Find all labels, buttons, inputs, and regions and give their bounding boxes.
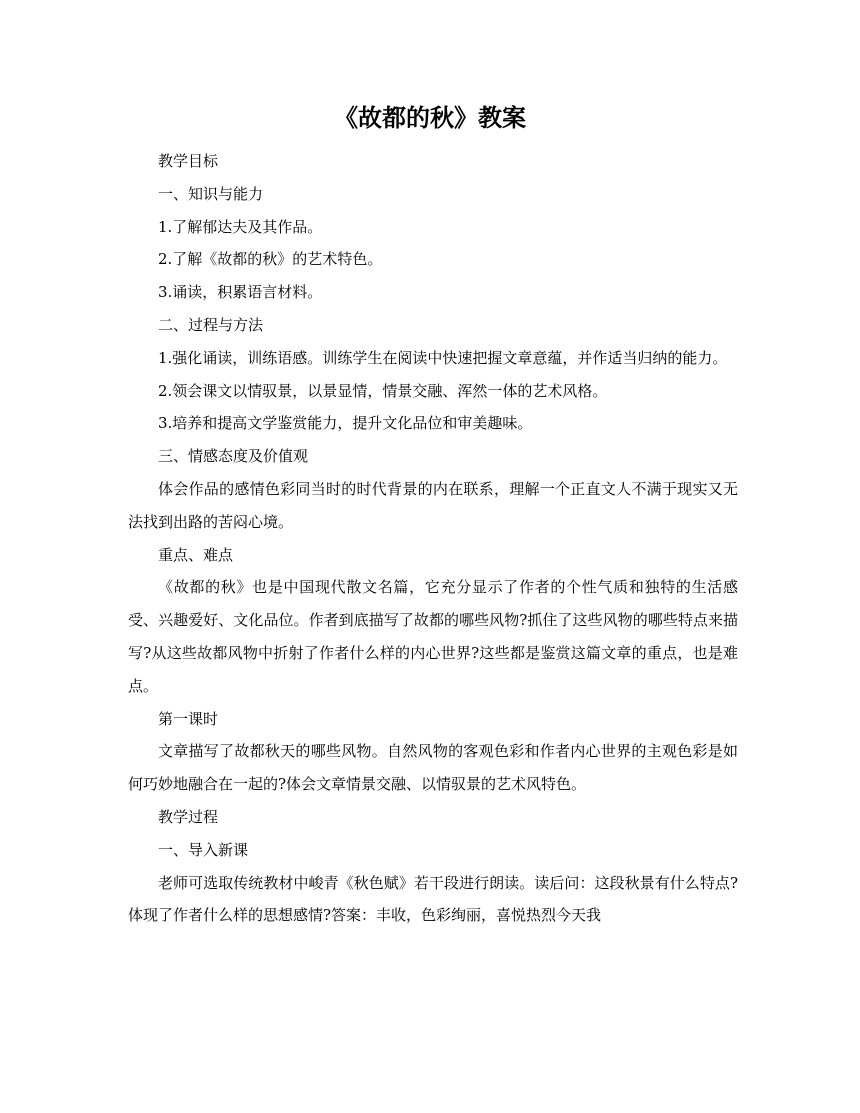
paragraph-knowledge-ability: 一、知识与能力 bbox=[158, 184, 264, 203]
paragraph-attitude-text: 体会作品的感情色彩同当时的时代背景的内在联系，理解一个正直文人不满于现实又无法找到出路的苦闷心境。 bbox=[128, 479, 738, 531]
document-body bbox=[128, 145, 738, 932]
paragraph-first-lesson-text: 文章描写了故都秋天的哪些风物。自然风物的客观色彩和作者内心世界的主观色彩是如何巧妙地融合在一起的?体会文章情景交融、以情驭景的艺术风特色。 bbox=[128, 742, 738, 794]
paragraph-method-1: 1.强化诵读，训练语感。训练学生在阅读中快速把握文章意蕴，并作适当归纳的能力。 bbox=[158, 348, 728, 367]
paragraph-key-points: 重点、难点 bbox=[158, 545, 234, 564]
document-title: 《故都的秋》教案 bbox=[334, 103, 526, 132]
paragraph-method-2: 2.领会课文以情驭景，以景显情，情景交融、浑然一体的艺术风格。 bbox=[158, 381, 608, 400]
paragraph-process-method: 二、过程与方法 bbox=[158, 315, 264, 334]
paragraph-attitude-values: 三、情感态度及价值观 bbox=[158, 447, 309, 466]
paragraph-intro-text: 老师可选取传统教材中峻青《秋色赋》若干段进行朗读。读后问：这段秋景有什么特点?体现了作者什么样的思想感情?答案：丰收，色彩绚丽，喜悦热烈今天我 bbox=[128, 873, 738, 925]
paragraph-goal-1: 1.了解郁达夫及其作品。 bbox=[158, 217, 323, 236]
paragraph-goal-2: 2.了解《故都的秋》的艺术特色。 bbox=[158, 250, 383, 269]
paragraph-method-3: 3.培养和提高文学鉴赏能力，提升文化品位和审美趣味。 bbox=[158, 414, 533, 433]
paragraph-goal-3: 3.诵读，积累语言材料。 bbox=[158, 283, 323, 302]
paragraph-teaching-goals: 教学目标 bbox=[158, 152, 219, 170]
paragraph-first-lesson: 第一课时 bbox=[158, 709, 219, 728]
paragraph-teaching-process: 教学过程 bbox=[158, 807, 219, 826]
paragraph-key-points-text: 《故都的秋》也是中国现代散文名篇，它充分显示了作者的个性气质和独特的生活感受、兴趣爱好、文化品位。作者到底描写了故都的哪些风物?抓住了这些风物的哪些特点来描写?从这些故都风物中折射了作者什么样的内心世界?这些都是鉴赏这篇文章的重点，也是难点。 bbox=[128, 578, 738, 695]
paragraph-intro-lesson: 一、导入新课 bbox=[158, 840, 249, 859]
